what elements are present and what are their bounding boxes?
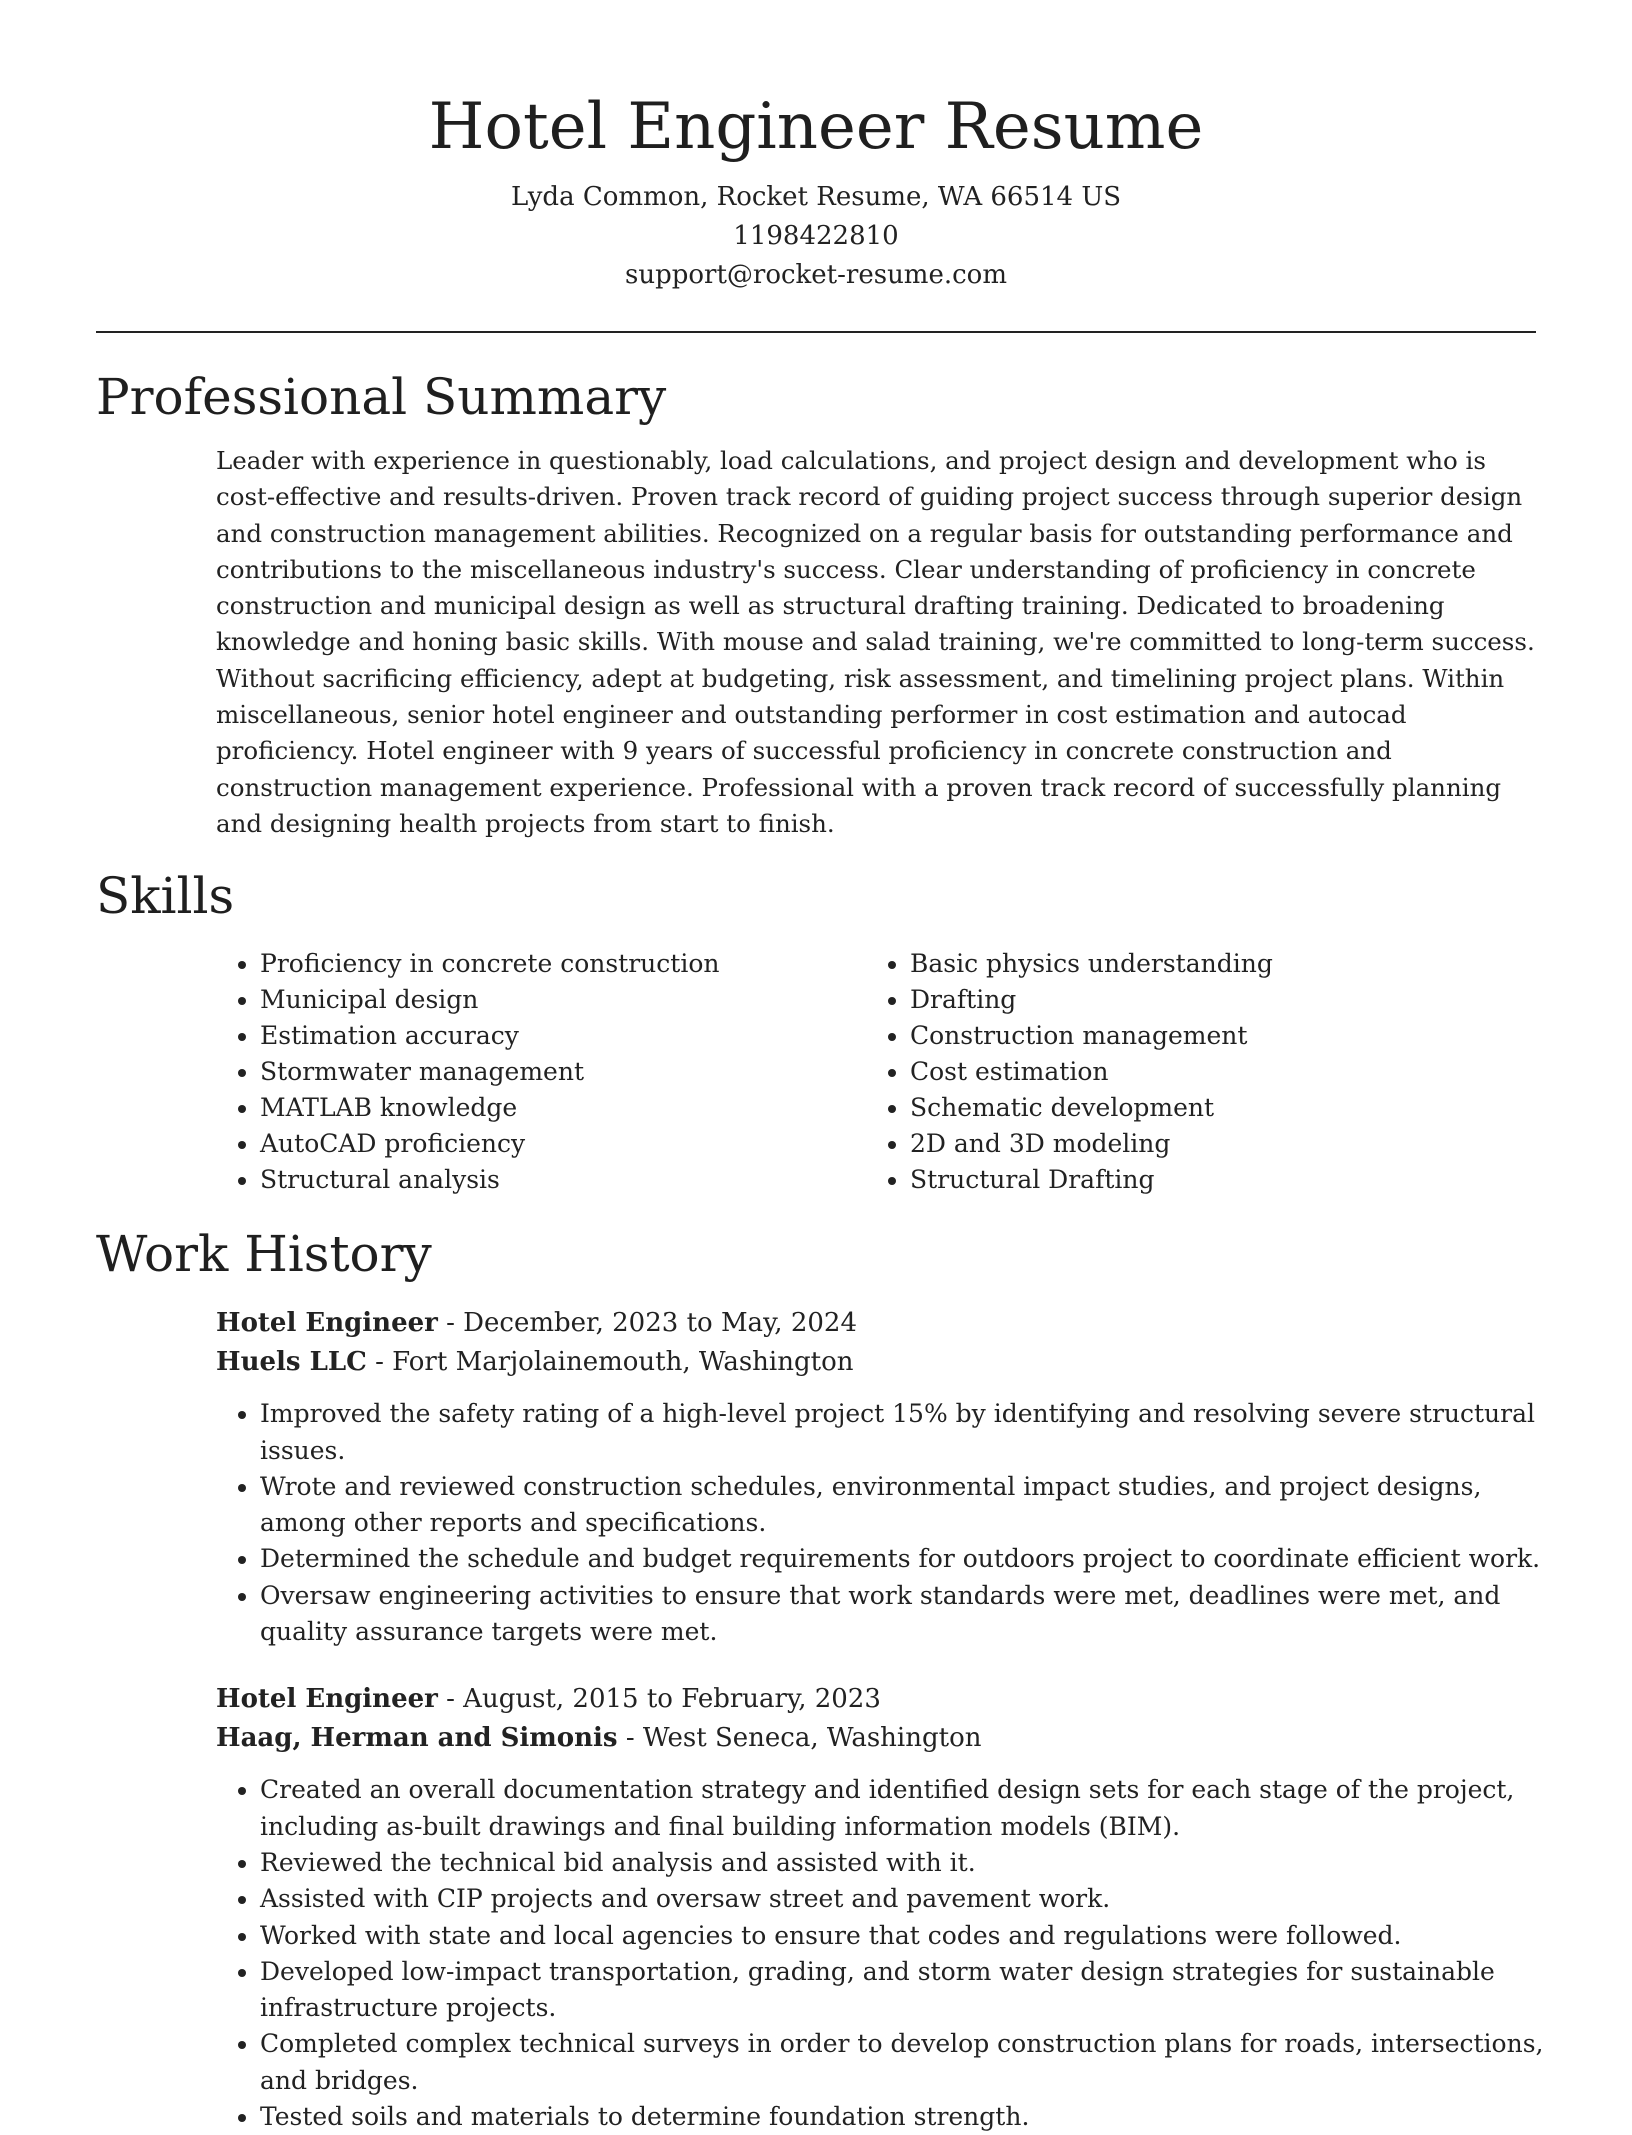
duty-item: • Created an overall documentation strategy and identified design sets for each stage of the project, including as-built drawings and final building information models (BIM). <box>260 1772 1550 1845</box>
job-location: - West Seneca, Washington <box>617 1723 982 1754</box>
job-entry <box>216 1680 1544 2135</box>
work-history-heading: Work History <box>96 1225 432 1284</box>
job-entry <box>216 1304 1541 1650</box>
skill-item: • Basic physics understanding <box>910 946 1510 982</box>
skill-item: • MATLAB knowledge <box>260 1090 866 1126</box>
skill-item: • Structural Drafting <box>910 1162 1510 1198</box>
duty-item: • Developed low-impact transportation, grading, and storm water design strategies for sustainable infrastructure projects. <box>260 1954 1550 2027</box>
skill-item: • 2D and 3D modeling <box>910 1126 1510 1162</box>
job-company: Haag, Herman and Simonis <box>216 1723 618 1754</box>
skill-item: • Proficiency in concrete construction <box>260 946 866 982</box>
contact-phone: 1198422810 <box>733 221 899 251</box>
summary-heading: Professional Summary <box>96 368 667 426</box>
skills-heading: Skills <box>96 867 235 926</box>
job-title: Hotel Engineer <box>216 1308 438 1339</box>
job-duties <box>216 1772 1550 2135</box>
job-company: Huels LLC <box>216 1347 367 1378</box>
header-divider <box>96 331 1536 333</box>
resume-title: Hotel Engineer Resume <box>428 90 1204 164</box>
duty-item: • Completed complex technical surveys in order to develop construction plans for roads, intersections, and bridges. <box>260 2026 1550 2099</box>
duty-item: • Assisted with CIP projects and oversaw street and pavement work. <box>260 1881 1550 1917</box>
duty-item: • Oversaw engineering activities to ensure that work standards were met, deadlines were met, and quality assurance targets were met. <box>260 1578 1550 1651</box>
skill-item: • Cost estimation <box>910 1054 1510 1090</box>
skill-item: • Estimation accuracy <box>260 1018 866 1054</box>
job-location: - Fort Marjolainemouth, Washington <box>366 1347 854 1378</box>
duty-item: • Worked with state and local agencies to ensure that codes and regulations were followed. <box>260 1918 1550 1954</box>
job-dates: - August, 2015 to February, 2023 <box>437 1684 881 1715</box>
summary-text: Leader with experience in questionably, load calculations, and project design and development who is cost-effective and results-driven. Proven track record of guiding project success through superior design and construction management abilities. Recognized on a regular basis for outstanding performance and contributions to the miscellaneous industry's success. Clear understanding of proficiency in concrete construction and municipal design as well as structural drafting training. Dedicated to broadening knowledge and honing basic skills. With mouse and salad training, we're committed to long-term success. Without sacrificing efficiency, adept at budgeting, risk assessment, and timelining project plans. Within miscellaneous, senior hotel engineer and outstanding performer in cost estimation and autocad proficiency. Hotel engineer with 9 years of successful proficiency in concrete construction and construction management experience. Professional with a proven track record of successfully planning and designing health projects from start to finish. <box>216 446 1535 838</box>
skill-item: • Drafting <box>910 982 1510 1018</box>
skill-item: • Schematic development <box>910 1090 1510 1126</box>
duty-item: • Determined the schedule and budget requirements for outdoors project to coordinate efficient work. <box>260 1541 1550 1577</box>
job-title-line <box>216 1304 1536 1343</box>
duty-item: • Tested soils and materials to determine foundation strength. <box>260 2099 1550 2135</box>
contact-email: support@rocket-resume.com <box>624 260 1007 290</box>
contact-address: Lyda Common, Rocket Resume, WA 66514 US <box>510 182 1122 212</box>
skills-column-left <box>216 946 866 1198</box>
contact-info <box>96 178 1536 295</box>
job-company-line <box>216 1343 1536 1382</box>
duty-item: • Reviewed the technical bid analysis and assisted with it. <box>260 1845 1550 1881</box>
skills-column-right <box>866 946 1510 1198</box>
resume-header <box>96 0 1536 295</box>
job-title-line <box>216 1680 1536 1719</box>
skill-item: • Construction management <box>910 1018 1510 1054</box>
job-company-line <box>216 1719 1536 1758</box>
skill-item: • Structural analysis <box>260 1162 866 1198</box>
skill-item: • Municipal design <box>260 982 866 1018</box>
skills-list <box>216 946 1536 1198</box>
skill-item: • Stormwater management <box>260 1054 866 1090</box>
job-title: Hotel Engineer <box>216 1684 438 1715</box>
job-duties <box>216 1396 1550 1650</box>
duty-item: • Wrote and reviewed construction schedules, environmental impact studies, and project designs, among other reports and specifications. <box>260 1469 1550 1542</box>
job-dates: - December, 2023 to May, 2024 <box>437 1308 857 1339</box>
duty-item: • Improved the safety rating of a high-level project 15% by identifying and resolving severe structural issues. <box>260 1396 1550 1469</box>
resume-page <box>96 0 1544 2135</box>
skill-item: • AutoCAD proficiency <box>260 1126 866 1162</box>
